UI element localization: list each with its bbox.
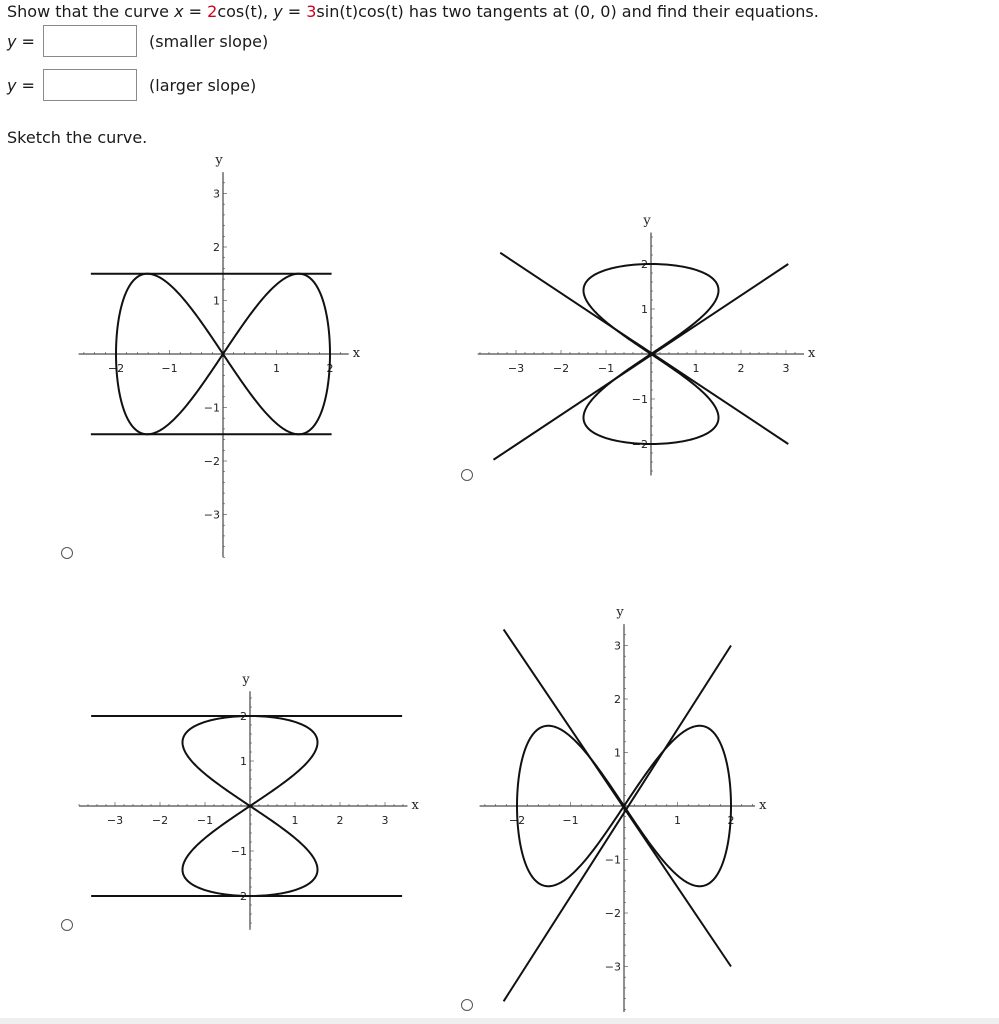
y-tick-label: −1 (631, 393, 648, 406)
y-variable: y (273, 2, 283, 21)
y-tick-label: −2 (230, 890, 247, 903)
y-tick-label: −1 (604, 853, 621, 867)
option-b-radio[interactable] (461, 469, 473, 481)
y-tick-label: 1 (641, 303, 648, 316)
sketch-instruction: Sketch the curve. (7, 128, 148, 147)
x-tick-label: −1 (161, 362, 178, 375)
option-c-radio[interactable] (61, 919, 73, 931)
x-tick-label: −2 (552, 362, 570, 375)
y-tick-label: 1 (240, 755, 247, 768)
option-a-radio[interactable] (61, 547, 73, 559)
x-tick-label: 3 (782, 362, 790, 375)
y-tick-label: −2 (604, 907, 621, 920)
x-tick-label: −2 (107, 362, 125, 375)
y-coefficient: 3 (306, 2, 317, 21)
graph-option-3 (79, 672, 420, 930)
question-text: Show that the curve x = 2cos(t), y = 3sin(t)cos(t) has two tangents at (0, 0) and find their equations. (7, 2, 819, 21)
x-tick-label: −1 (196, 814, 214, 827)
x-tick-label: −3 (106, 814, 124, 827)
y-tick-label: −1 (230, 845, 247, 858)
y-tick-label: 2 (213, 241, 220, 254)
y-tick-label: −3 (604, 960, 621, 974)
x-tick-label: 2 (727, 814, 735, 827)
x-axis-label: x (411, 798, 419, 813)
y-axis-label: y (643, 213, 651, 229)
graph-option-1 (79, 153, 361, 557)
x-tick-label: 1 (291, 814, 299, 827)
x-tick-label: 3 (381, 814, 389, 827)
page-bottom-bar (0, 1018, 999, 1024)
y-tick-label: 2 (240, 710, 247, 723)
x-tick-label: 2 (737, 362, 745, 375)
y-tick-label: 1 (614, 746, 621, 760)
x-tick-label: −1 (597, 362, 615, 375)
x-tick-label: 1 (674, 814, 681, 827)
x-tick-label: 2 (336, 814, 344, 827)
smaller-slope-hint: (smaller slope) (149, 31, 269, 51)
larger-slope-hint: (larger slope) (149, 75, 257, 95)
graph-option-2 (478, 214, 816, 476)
y-tick-label: −1 (203, 401, 220, 415)
answer-label: y = (7, 31, 35, 51)
y-tick-label: 3 (213, 187, 220, 201)
y-tick-label: 2 (641, 258, 648, 271)
y-tick-label: −2 (631, 438, 648, 451)
y-axis-label: y (616, 605, 624, 621)
graph-option-4 (480, 605, 768, 1012)
y-tick-label: 1 (213, 294, 220, 308)
y-tick-label: −2 (203, 455, 220, 468)
x-tick-label: 1 (692, 362, 700, 375)
x-tick-label: 1 (273, 362, 280, 375)
x-tick-label: −2 (151, 814, 169, 827)
y-tick-label: 2 (614, 693, 621, 706)
x-tick-label: 2 (326, 362, 334, 375)
x-axis-label: x (759, 798, 767, 813)
y-axis-label: y (215, 153, 223, 169)
x-axis-label: x (352, 346, 361, 361)
x-axis-label: x (808, 346, 816, 361)
y-tick-label: −3 (203, 508, 220, 522)
x-tick-label: −1 (562, 814, 579, 827)
answer-label: y = (7, 75, 35, 95)
x-coefficient: 2 (207, 2, 218, 21)
x-tick-label: −2 (508, 814, 526, 827)
y-axis-label: y (242, 672, 250, 688)
x-variable: x (174, 2, 184, 21)
x-tick-label: −3 (507, 362, 525, 375)
y-tick-label: 3 (614, 639, 621, 653)
tangent-line (500, 253, 788, 444)
option-d-radio[interactable] (461, 999, 473, 1011)
